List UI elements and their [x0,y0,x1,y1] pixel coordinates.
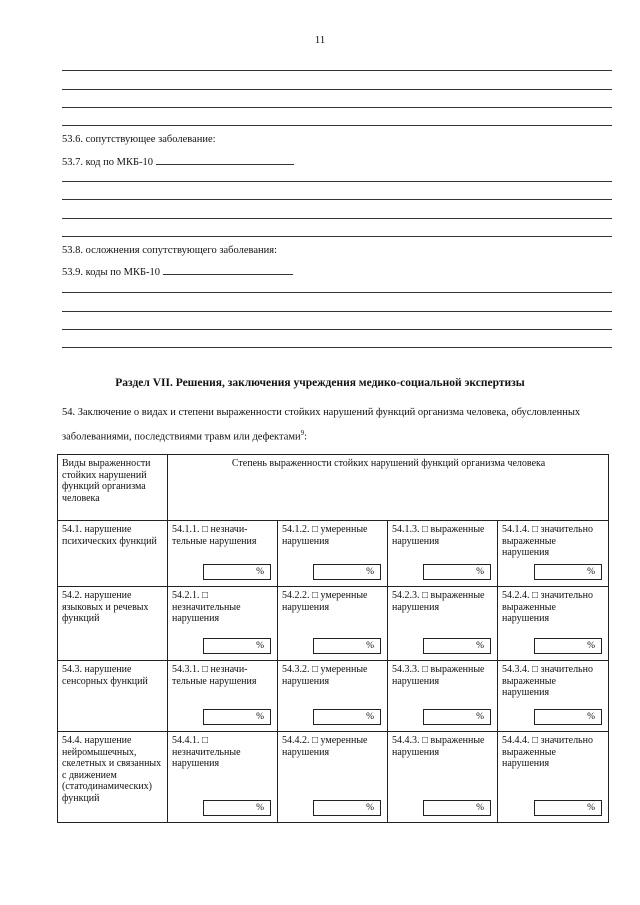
percent-box[interactable]: % [203,800,271,816]
blank-line[interactable] [62,292,612,293]
item-53-9-row [62,264,293,278]
footnote-ref: 9 [300,429,305,437]
table-row [58,587,609,661]
item-54-line-2: заболеваниями, последствиями травм или дефектами$^9$: [62,429,308,443]
blank-line[interactable] [62,236,612,237]
page-number: 11 [314,34,326,46]
item-53-7-label: 53.7. код по МКБ-10 [62,157,153,168]
option-cell[interactable]: 54.4.4. □ значительно выраженные нарушения % [498,732,609,823]
blank-line[interactable] [62,181,612,182]
percent-box[interactable]: % [203,564,271,580]
option-cell[interactable]: 54.4.2. □ умеренные нарушения % [278,732,388,823]
blank-line[interactable] [62,311,612,312]
percent-box[interactable]: % [534,564,602,580]
row-label: 54.2. нарушение языковых и речевых функций [58,587,168,661]
option-cell[interactable]: 54.3.3. □ выраженные нарушения % [388,661,498,732]
section-title: Раздел VII. Решения, заключения учреждения медико-социальной экспертизы [115,377,525,389]
percent-box[interactable]: % [203,638,271,654]
blank-line[interactable] [62,89,612,90]
option-cell[interactable]: 54.3.2. □ умеренные нарушения % [278,661,388,732]
percent-box[interactable]: % [313,709,381,725]
item-53-8-label: 53.8. осложнения сопутствующего заболевания: [62,245,277,256]
item-53-6-label: 53.6. сопутствующее заболевание: [62,134,216,145]
option-cell[interactable]: 54.1.3. □ выраженные нарушения % [388,521,498,587]
table-row [58,661,609,732]
blank-line[interactable] [62,107,612,108]
item-54-paragraph [62,403,614,448]
item-54-line-1: 54. Заключение о видах и степени выраженности стойких нарушений функций организма человека, обусловленных [62,407,581,418]
table-row [58,732,609,823]
percent-box[interactable]: % [423,709,491,725]
percent-box[interactable]: % [423,638,491,654]
percent-box[interactable]: % [313,564,381,580]
percent-box[interactable]: % [313,800,381,816]
percent-box[interactable]: % [423,564,491,580]
blank-line[interactable] [62,125,612,126]
item-53-9-label: 53.9. коды по МКБ-10 [62,267,161,278]
blank-line[interactable] [62,347,612,348]
table-row [58,521,609,587]
item-53-7-row [62,154,294,168]
percent-box[interactable]: % [313,638,381,654]
blank-line[interactable] [62,329,612,330]
row-label: 54.3. нарушение сенсорных функций [58,661,168,732]
percent-box[interactable]: % [534,638,602,654]
option-cell[interactable]: 54.1.2. □ умеренные нарушения % [278,521,388,587]
option-cell[interactable]: 54.2.3. □ выраженные нарушения % [388,587,498,661]
option-cell[interactable]: 54.2.4. □ значительно выраженные нарушения % [498,587,609,661]
header-impairment-type: Виды выраженности стойких нарушений функций организма человека [58,455,168,521]
blank-line[interactable] [62,199,612,200]
row-label: 54.1. нарушение психических функций [58,521,168,587]
option-cell[interactable]: 54.1.4. □ значительно выраженные нарушения % [498,521,609,587]
option-cell[interactable]: 54.2.1. □ незначительные нарушения % [168,587,278,661]
header-severity: Степень выраженности стойких нарушений функций организма человека [168,455,609,521]
option-cell[interactable]: 54.3.4. □ значительно выраженные нарушения % [498,661,609,732]
percent-box[interactable]: % [534,709,602,725]
impairment-table [57,454,609,823]
blank-line[interactable] [62,70,612,71]
option-cell[interactable]: 54.2.2. □ умеренные нарушения % [278,587,388,661]
option-cell[interactable]: 54.4.1. □ незначительные нарушения % [168,732,278,823]
option-cell[interactable]: 54.4.3. □ выраженные нарушения % [388,732,498,823]
icd10-codes-field[interactable] [163,264,293,275]
row-label: 54.4. нарушение нейромышечных, скелетных и связанных с движением (статодинамических) функций [58,732,168,823]
percent-box[interactable]: % [534,800,602,816]
percent-box[interactable]: % [423,800,491,816]
percent-box[interactable]: % [203,709,271,725]
icd10-code-field[interactable] [156,154,294,165]
blank-line[interactable] [62,218,612,219]
option-cell[interactable]: 54.3.1. □ незначи-тельные нарушения % [168,661,278,732]
option-cell[interactable]: 54.1.1. □ незначи-тельные нарушения % [168,521,278,587]
